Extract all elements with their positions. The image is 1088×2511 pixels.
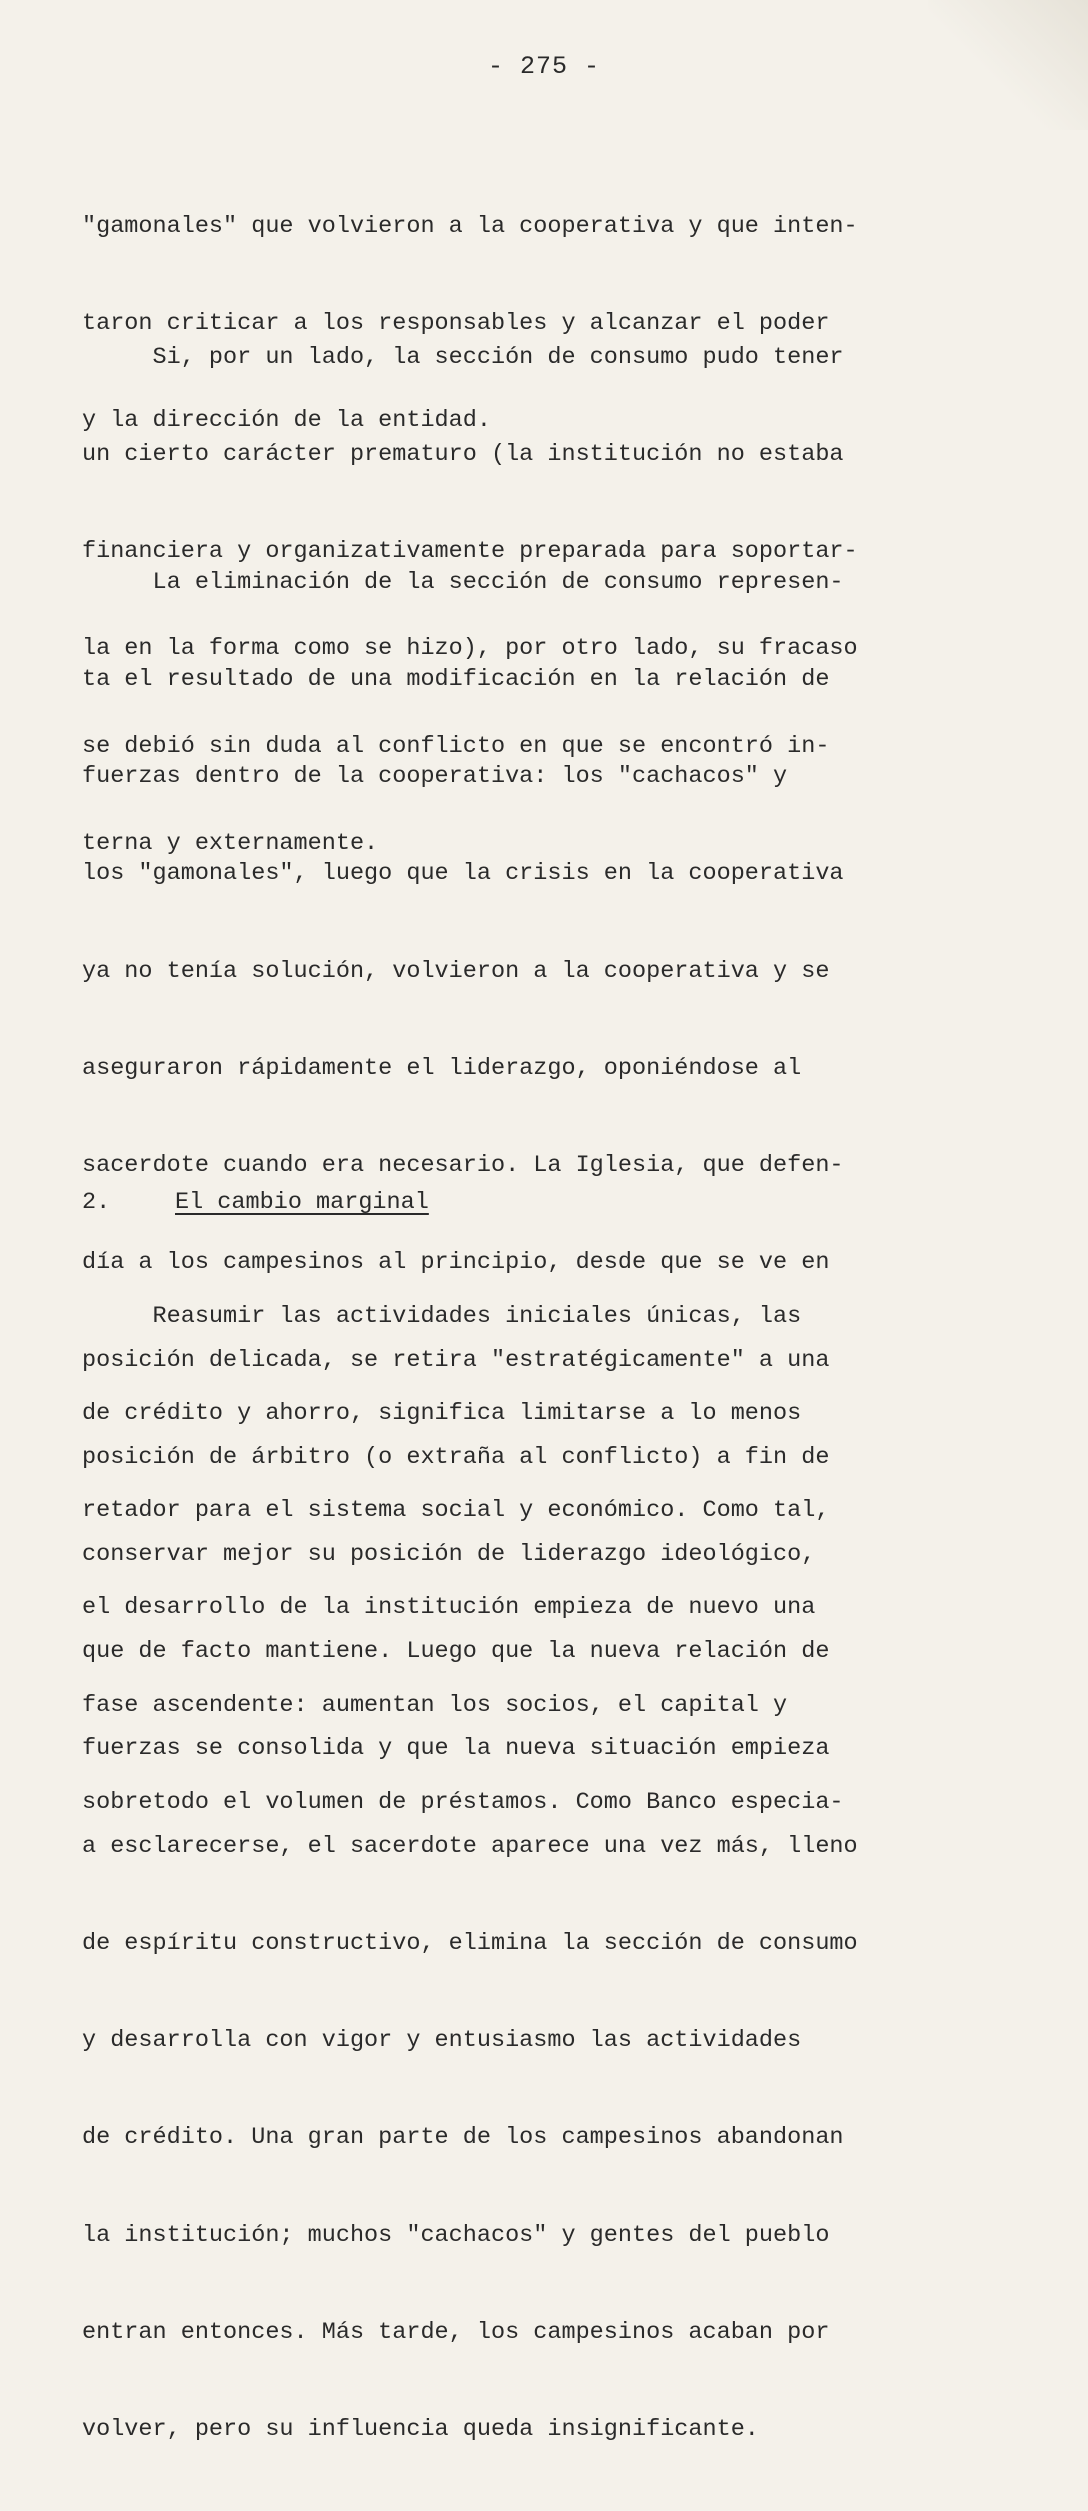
paragraph-line: conservar mejor su posición de liderazgo ideológico,: [82, 1541, 816, 1568]
paragraph-line: la en la forma como se hizo), por otro lado, su fracaso: [82, 635, 858, 663]
paragraph-line: fase ascendente: aumentan los socios, el capital y: [82, 1691, 788, 1719]
paragraph-4: [82, 1236, 1022, 1884]
paragraph-line: posición delicada, se retira "estratégicamente" a una: [82, 1346, 830, 1374]
paragraph-line: sacerdote cuando era necesario. La Iglesia, que defen-: [82, 1152, 844, 1180]
paragraph-line: Reasumir las actividades iniciales únicas, las: [82, 1302, 802, 1330]
section-heading: [82, 1187, 429, 1219]
paragraph-line: entran entonces. Más tarde, los campesinos acaban por: [82, 2318, 830, 2346]
paragraph-line: sobretodo el volumen de préstamos. Como Banco especia-: [82, 1788, 844, 1816]
paragraph-line: el desarrollo de la institución empieza de nuevo una: [82, 1594, 816, 1622]
paragraph-line: la institución; muchos "cachacos" y gentes del pueblo: [82, 2221, 830, 2249]
paragraph-line: "gamonales" que volvieron a la cooperativa y que inten-: [82, 212, 858, 240]
page-number: - 275 -: [487, 52, 601, 81]
paragraph-line: los "gamonales", luego que la crisis en la cooperativa: [82, 860, 844, 888]
paragraph-line: que de facto mantiene. Luego que la nueva relación de: [82, 1638, 830, 1666]
section-title: El cambio marginal: [175, 1189, 429, 1216]
paragraph-line: fuerzas se consolida y que la nueva situación empieza: [82, 1735, 830, 1763]
section-number: 2.: [82, 1189, 111, 1216]
paragraph-line: de crédito y ahorro, significa limitarse a lo menos: [82, 1400, 802, 1428]
paragraph-line: se debió sin duda al conflicto en que se encontró in-: [82, 732, 830, 760]
paragraph-line: un cierto carácter prematuro (la institución no estaba: [82, 441, 844, 469]
paragraph-line: posición de árbitro (o extraña al conflicto) a fin de: [82, 1443, 830, 1471]
paragraph-line: de espíritu constructivo, elimina la sección de consumo: [82, 1929, 858, 1957]
paragraph-line: terna y externamente.: [82, 829, 379, 857]
paragraph-line: de crédito. Una gran parte de los campesinos abandonan: [82, 2124, 844, 2152]
paragraph-line: día a los campesinos al principio, desde que se ve en: [82, 1249, 830, 1277]
paragraph-line: taron criticar a los responsables y alcanzar el poder: [82, 310, 830, 338]
paragraph-line: ya no tenía solución, volvieron a la cooperativa y se: [82, 957, 830, 985]
paragraph-line: volver, pero su influencia queda insignificante.: [82, 2415, 759, 2443]
paragraph-line: retador para el sistema social y económico. Como tal,: [82, 1497, 830, 1525]
paragraph-line: y la dirección de la entidad.: [82, 407, 491, 435]
paragraph-line: y desarrolla con vigor y entusiasmo las actividades: [82, 2027, 802, 2055]
paragraph-line: La eliminación de la sección de consumo represen-: [82, 568, 844, 596]
paragraph-line: ta el resultado de una modificación en la relación de: [82, 666, 830, 694]
paragraph-line: fuerzas dentro de la cooperativa: los "cachacos" y: [82, 763, 788, 791]
paragraph-line: aseguraron rápidamente el liderazgo, oponiéndose al: [82, 1054, 802, 1082]
paragraph-line: a esclarecerse, el sacerdote aparece una vez más, lleno: [82, 1832, 858, 1860]
paragraph-line: Si, por un lado, la sección de consumo pudo tener: [82, 343, 844, 371]
paragraph-line: financiera y organizativamente preparada para soportar-: [82, 538, 858, 566]
